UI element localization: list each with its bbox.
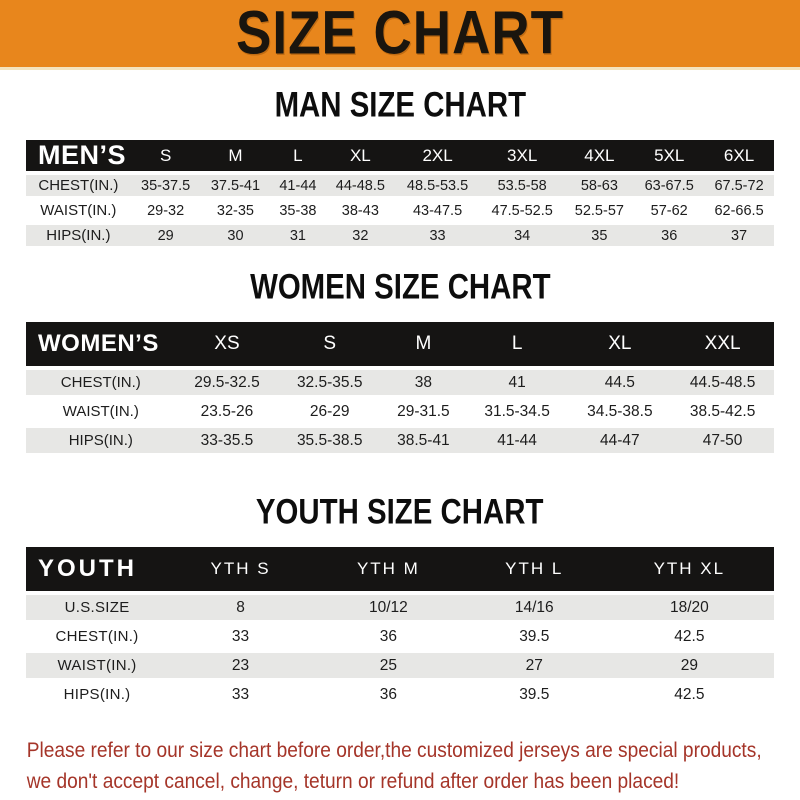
measure-label: HIPS(IN.)	[26, 225, 131, 246]
size-value: 35.5-38.5	[278, 428, 381, 453]
size-column-header: L	[270, 140, 325, 171]
size-value: 26-29	[278, 399, 381, 424]
size-value: 31.5-34.5	[466, 399, 569, 424]
size-column-header: 5XL	[634, 140, 704, 171]
men-size-table	[26, 136, 774, 250]
size-column-header: YTH S	[168, 547, 313, 591]
size-value: 37	[704, 225, 774, 246]
size-column-header: XL	[325, 140, 395, 171]
measure-label: CHEST(IN.)	[26, 175, 131, 196]
size-value: 38-43	[325, 200, 395, 221]
youth-size-table	[26, 543, 774, 711]
size-header-row	[26, 322, 774, 366]
size-value: 32-35	[201, 200, 271, 221]
size-header-row	[26, 140, 774, 171]
size-value: 38	[381, 370, 466, 395]
size-value: 32.5-35.5	[278, 370, 381, 395]
size-column-header: YTH M	[313, 547, 464, 591]
size-value: 29-32	[131, 200, 201, 221]
table-row	[26, 370, 774, 395]
size-value: 41-44	[466, 428, 569, 453]
size-value: 62-66.5	[704, 200, 774, 221]
size-value: 33-35.5	[176, 428, 279, 453]
table-row	[26, 175, 774, 196]
size-header-row	[26, 547, 774, 591]
size-value: 47.5-52.5	[480, 200, 565, 221]
size-value: 42.5	[605, 682, 774, 707]
size-value: 44-48.5	[325, 175, 395, 196]
measure-label: CHEST(IN.)	[26, 370, 176, 395]
size-value: 48.5-53.5	[395, 175, 480, 196]
women-size-table	[26, 318, 774, 457]
disclaimer-note	[0, 735, 762, 797]
size-value: 42.5	[605, 624, 774, 649]
size-value: 47-50	[671, 428, 774, 453]
size-column-header: XL	[568, 322, 671, 366]
size-chart-banner	[0, 0, 800, 70]
size-column-header: 4XL	[564, 140, 634, 171]
size-column-header: XXL	[671, 322, 774, 366]
size-value: 10/12	[313, 595, 464, 620]
size-value: 29	[131, 225, 201, 246]
women-size-chart-heading-text: WOMEN SIZE CHART	[249, 267, 551, 307]
size-column-header: XS	[176, 322, 279, 366]
measure-label: HIPS(IN.)	[26, 428, 176, 453]
size-column-header: YTH L	[464, 547, 605, 591]
table-row	[26, 682, 774, 707]
size-column-header: S	[131, 140, 201, 171]
size-column-header: 6XL	[704, 140, 774, 171]
size-value: 23	[168, 653, 313, 678]
table-row	[26, 624, 774, 649]
disclaimer-line-1: Please refer to our size chart before order,the customized jerseys are special products,	[26, 738, 762, 762]
size-value: 25	[313, 653, 464, 678]
size-value: 52.5-57	[564, 200, 634, 221]
table-row	[26, 399, 774, 424]
measure-label: WAIST(IN.)	[26, 399, 176, 424]
man-size-chart-heading-text: MAN SIZE CHART	[274, 85, 526, 125]
size-value: 36	[313, 682, 464, 707]
measure-label: CHEST(IN.)	[26, 624, 168, 649]
table-row	[26, 428, 774, 453]
measure-label: HIPS(IN.)	[26, 682, 168, 707]
size-value: 23.5-26	[176, 399, 279, 424]
size-value: 63-67.5	[634, 175, 704, 196]
size-value: 29.5-32.5	[176, 370, 279, 395]
table-row	[26, 595, 774, 620]
size-value: 35	[564, 225, 634, 246]
size-value: 37.5-41	[201, 175, 271, 196]
size-value: 44.5	[568, 370, 671, 395]
size-value: 58-63	[564, 175, 634, 196]
size-value: 8	[168, 595, 313, 620]
size-value: 33	[395, 225, 480, 246]
size-value: 44.5-48.5	[671, 370, 774, 395]
size-value: 41-44	[270, 175, 325, 196]
group-label: WOMEN’S	[26, 322, 176, 366]
banner-title: SIZE CHART	[236, 0, 564, 68]
size-column-header: YTH XL	[605, 547, 774, 591]
size-value: 57-62	[634, 200, 704, 221]
size-value: 35-38	[270, 200, 325, 221]
size-value: 38.5-41	[381, 428, 466, 453]
measure-label: WAIST(IN.)	[26, 653, 168, 678]
table-row	[26, 653, 774, 678]
size-value: 14/16	[464, 595, 605, 620]
size-value: 31	[270, 225, 325, 246]
size-value: 67.5-72	[704, 175, 774, 196]
women-size-chart-heading	[0, 267, 800, 308]
group-label: MEN’S	[26, 140, 131, 171]
size-value: 30	[201, 225, 271, 246]
size-value: 39.5	[464, 682, 605, 707]
table-row	[26, 200, 774, 221]
size-value: 34	[480, 225, 565, 246]
size-value: 33	[168, 624, 313, 649]
size-value: 34.5-38.5	[568, 399, 671, 424]
man-size-chart-heading	[0, 85, 800, 126]
size-value: 43-47.5	[395, 200, 480, 221]
size-value: 18/20	[605, 595, 774, 620]
size-column-header: 3XL	[480, 140, 565, 171]
size-value: 33	[168, 682, 313, 707]
size-value: 53.5-58	[480, 175, 565, 196]
table-row	[26, 225, 774, 246]
youth-size-chart-heading	[0, 492, 800, 533]
size-value: 41	[466, 370, 569, 395]
size-value: 32	[325, 225, 395, 246]
size-column-header: 2XL	[395, 140, 480, 171]
measure-label: U.S.SIZE	[26, 595, 168, 620]
size-value: 39.5	[464, 624, 605, 649]
size-column-header: L	[466, 322, 569, 366]
size-column-header: S	[278, 322, 381, 366]
disclaimer-line-2: we don't accept cancel, change, teturn or refund after order has been placed!	[26, 769, 680, 793]
size-value: 38.5-42.5	[671, 399, 774, 424]
size-value: 35-37.5	[131, 175, 201, 196]
size-value: 29	[605, 653, 774, 678]
size-value: 36	[634, 225, 704, 246]
size-value: 27	[464, 653, 605, 678]
size-column-header: M	[201, 140, 271, 171]
measure-label: WAIST(IN.)	[26, 200, 131, 221]
size-column-header: M	[381, 322, 466, 366]
group-label: YOUTH	[26, 547, 168, 591]
size-value: 44-47	[568, 428, 671, 453]
size-value: 29-31.5	[381, 399, 466, 424]
youth-size-chart-heading-text: YOUTH SIZE CHART	[256, 492, 544, 532]
size-value: 36	[313, 624, 464, 649]
